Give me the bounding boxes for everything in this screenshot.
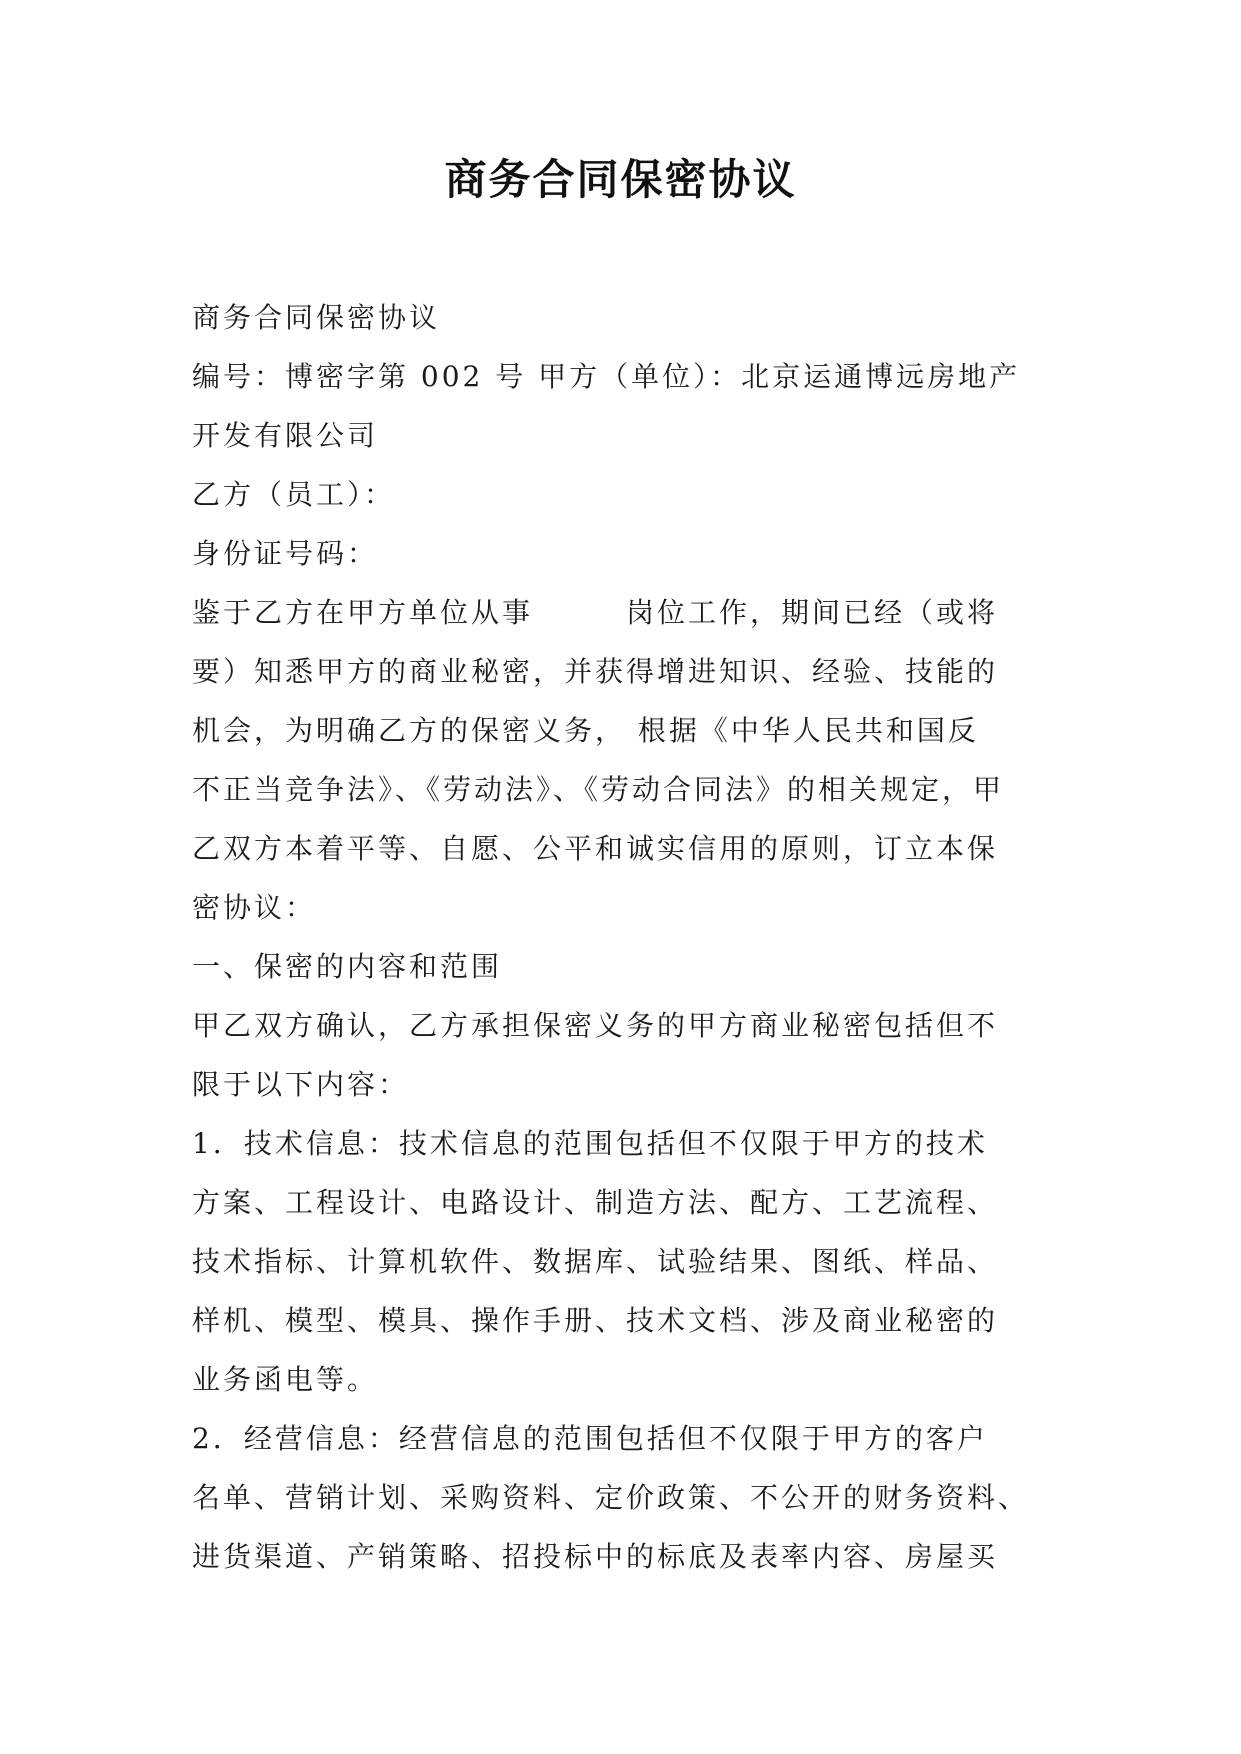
body-line: 1．技术信息：技术信息的范围包括但不仅限于甲方的技术 bbox=[192, 1127, 988, 1160]
body-line: 编号：博密字第 002 号 甲方（单位）：北京运通博远房地产 bbox=[192, 360, 1021, 393]
body-line: 限于以下内容： bbox=[192, 1068, 410, 1101]
section-heading: 一、保密的内容和范围 bbox=[192, 950, 503, 983]
body-line: 乙双方本着平等、自愿、公平和诚实信用的原则，订立本保 bbox=[192, 832, 999, 865]
document-body bbox=[192, 288, 1072, 1586]
body-line: 不正当竞争法》、《劳动法》、《劳动合同法》的相关规定，甲 bbox=[192, 773, 1005, 806]
body-line: 开发有限公司 bbox=[192, 419, 379, 452]
body-line: 密协议： bbox=[192, 891, 317, 924]
body-line: 商务合同保密协议 bbox=[192, 301, 441, 334]
body-line: 身份证号码： bbox=[192, 537, 379, 570]
body-line: 业务函电等。 bbox=[192, 1363, 379, 1396]
body-line: 要）知悉甲方的商业秘密，并获得增进知识、经验、技能的 bbox=[192, 655, 999, 688]
body-line: 乙方（员工）： bbox=[192, 478, 396, 511]
body-line: 进货渠道、产销策略、招投标中的标底及表率内容、房屋买 bbox=[192, 1540, 999, 1573]
body-line: 样机、模型、模具、操作手册、技术文档、涉及商业秘密的 bbox=[192, 1304, 999, 1337]
document-title: 商务合同保密协议 bbox=[444, 155, 797, 204]
body-line: 名单、营销计划、采购资料、定价政策、不公开的财务资料、 bbox=[192, 1481, 1030, 1514]
body-line: 机会，为明确乙方的保密义务， 根据《中华人民共和国反 bbox=[192, 714, 979, 747]
body-line: 2．经营信息：经营信息的范围包括但不仅限于甲方的客户 bbox=[192, 1422, 988, 1455]
body-line: 技术指标、计算机软件、数据库、试验结果、图纸、样品、 bbox=[192, 1245, 999, 1278]
body-line: 鉴于乙方在甲方单位从事 岗位工作，期间已经（或将 bbox=[192, 596, 999, 629]
body-line: 甲乙双方确认，乙方承担保密义务的甲方商业秘密包括但不 bbox=[192, 1009, 999, 1042]
body-line: 方案、工程设计、电路设计、制造方法、配方、工艺流程、 bbox=[192, 1186, 999, 1219]
